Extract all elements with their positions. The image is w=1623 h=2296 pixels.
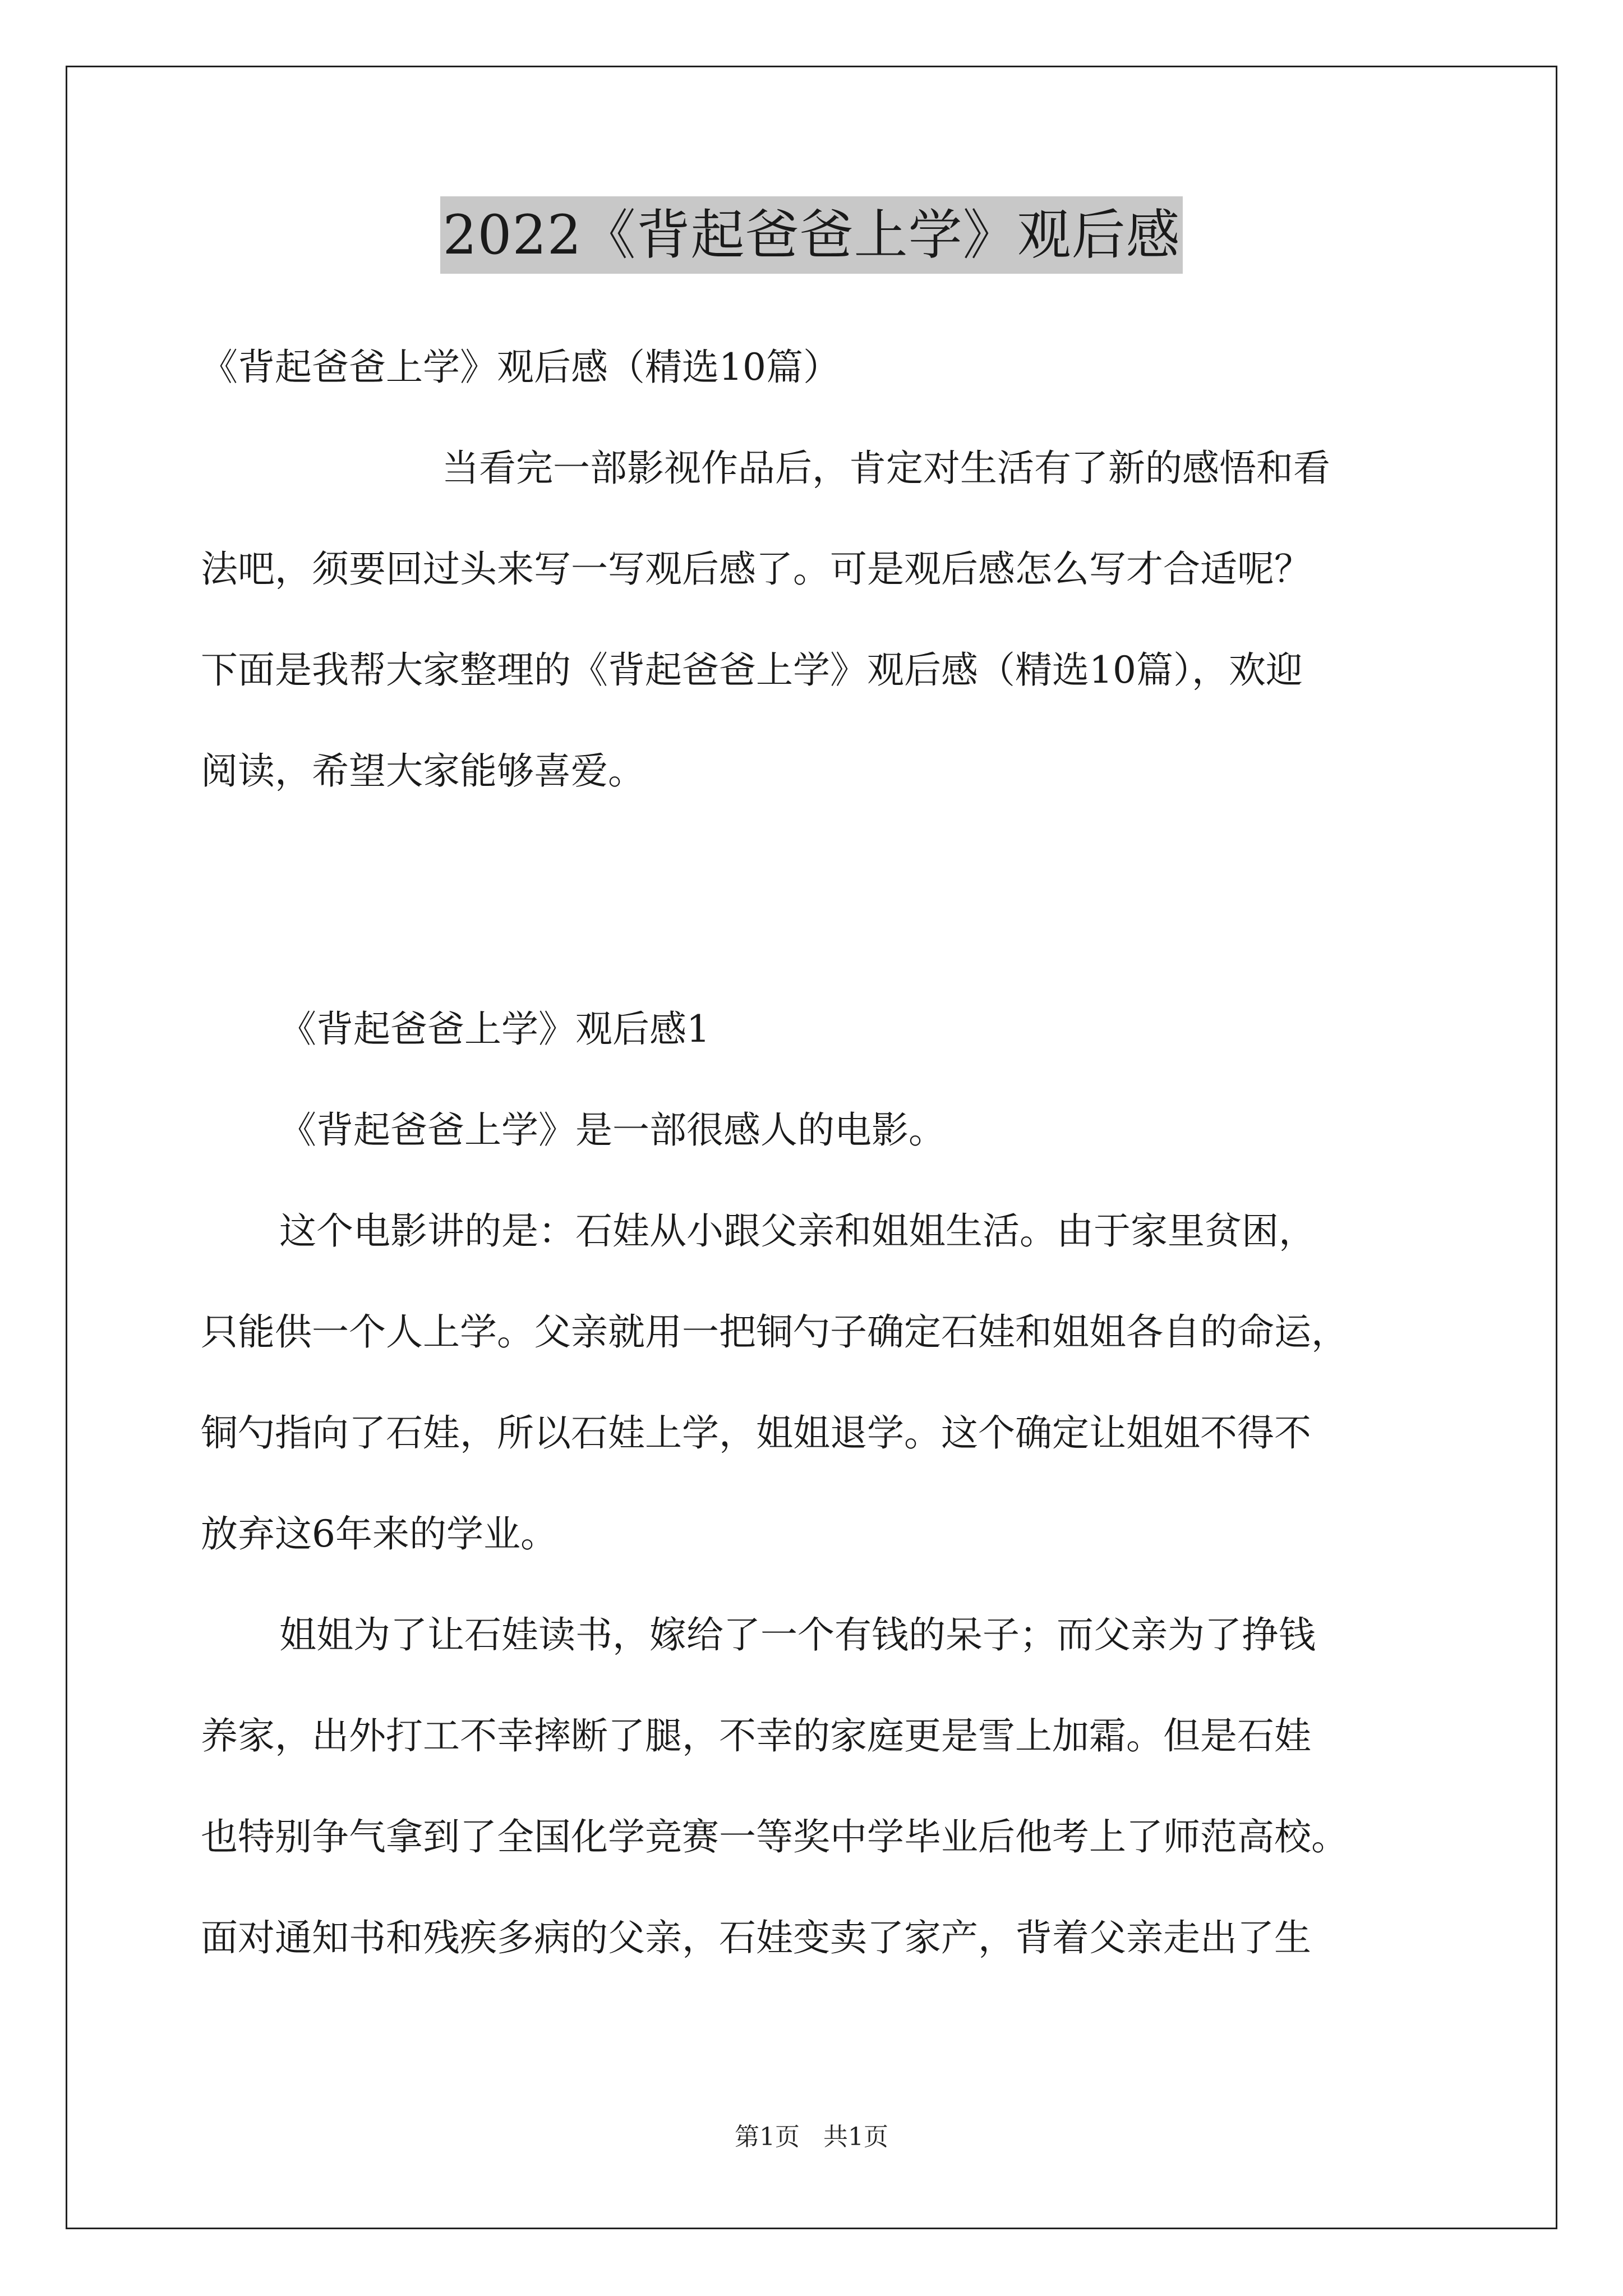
body-line: 也特别争气拿到了全国化学竞赛一等奖中学毕业后他考上了师范高校。 bbox=[201, 1815, 1348, 1858]
page-footer: 第1页 共1页 bbox=[735, 2123, 888, 2151]
intro-line: 阅读，希望大家能够喜爱。 bbox=[201, 749, 645, 793]
body-line: 姐姐为了让石娃读书，嫁给了一个有钱的呆子；而父亲为了挣钱 bbox=[279, 1613, 1316, 1657]
body-line: 铜勺指向了石娃，所以石娃上学，姐姐退学。这个确定让姐姐不得不 bbox=[201, 1411, 1311, 1455]
intro-line: 法吧，须要回过头来写一写观后感了。可是观后感怎么写才合适呢？ bbox=[201, 547, 1311, 591]
body-line: 面对通知书和残疾多病的父亲，石娃变卖了家产，背着父亲走出了生 bbox=[201, 1916, 1311, 1959]
body-line: 这个电影讲的是：石娃从小跟父亲和姐姐生活。由于家里贫困， bbox=[279, 1209, 1316, 1253]
title-container bbox=[0, 196, 1623, 274]
body-line: 只能供一个人上学。父亲就用一把铜勺子确定石娃和姐姐各自的命运， bbox=[201, 1310, 1348, 1354]
section-heading: 《背起爸爸上学》观后感1 bbox=[279, 1007, 710, 1051]
body-line: 养家，出外打工不幸摔断了腿，不幸的家庭更是雪上加霜。但是石娃 bbox=[201, 1714, 1311, 1757]
body-line: 《背起爸爸上学》是一部很感人的电影。 bbox=[279, 1108, 946, 1152]
intro-line: 下面是我帮大家整理的《背起爸爸上学》观后感（精选10篇），欢迎 bbox=[201, 648, 1303, 692]
document-title: 2022《背起爸爸上学》观后感 bbox=[440, 196, 1182, 274]
body-line: 放弃这6年来的学业。 bbox=[201, 1512, 557, 1556]
document-subtitle: 《背起爸爸上学》观后感（精选10篇） bbox=[201, 346, 840, 389]
intro-line: 当看完一部影视作品后，肯定对生活有了新的感悟和看 bbox=[442, 447, 1330, 490]
